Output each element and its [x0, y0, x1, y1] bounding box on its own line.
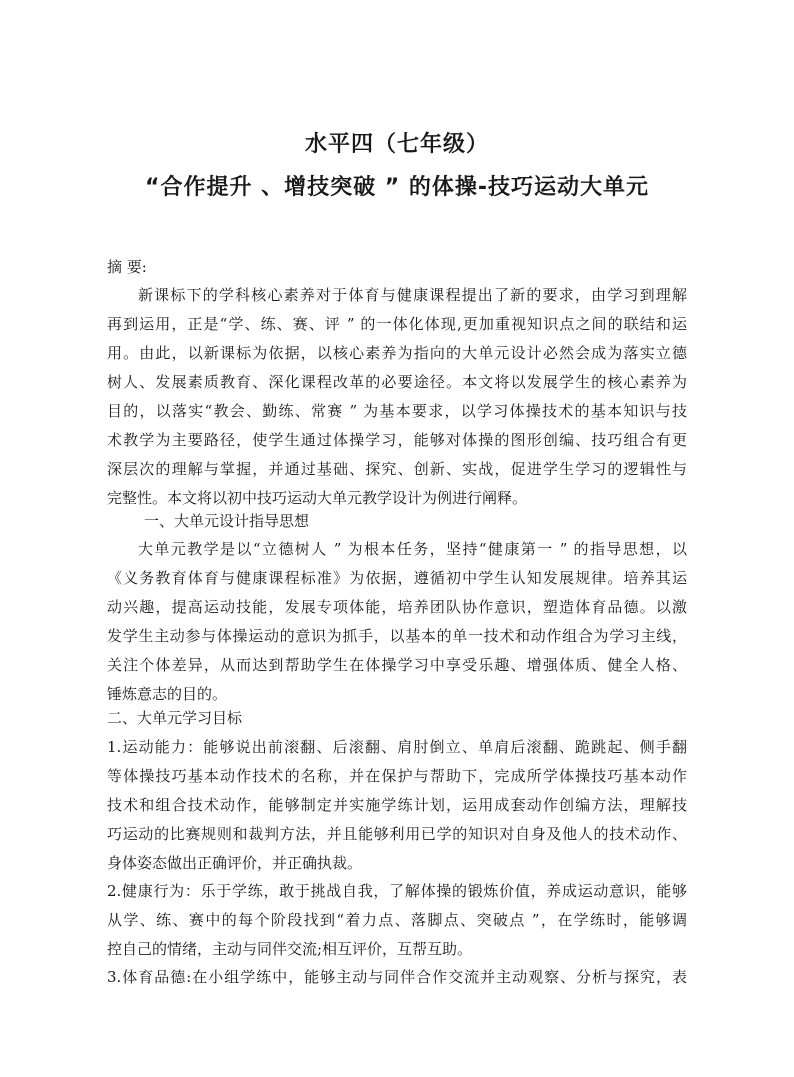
text-line: 树人、发展素质教育、深化课程改革的必要途径。本文将以发展学生的核心素养为	[107, 373, 687, 391]
text-line: 巧运动的比赛规则和裁判方法，并且能够利用已学的知识对自身及他人的技术动作、	[107, 825, 687, 843]
text-line: 目的，以落实“教会、勤练、常赛 ” 为基本要求，以学习体操技术的基本知识与技	[107, 402, 687, 420]
text-line: 发学生主动参与体操运动的意识为抓手，以基本的单一技术和动作组合为学习主线，	[107, 627, 687, 645]
text-line: 等体操技巧基本动作技术的名称，并在保护与帮助下，完成所学体操技巧基本动作	[107, 767, 687, 785]
document-title-line1: 水平四（七年级）	[304, 132, 489, 157]
text-line: 身体姿态做出正确评价，并正确执裁。	[107, 854, 363, 872]
text-line: 锤炼意志的目的。	[107, 685, 228, 703]
text-line: 完整性。本文将以初中技巧运动大单元教学设计为例进行阐释。	[107, 489, 528, 507]
text-line: 3.体育品德:在小组学练中，能够主动与同伴合作交流并主动观察、分析与探究，表	[107, 968, 687, 986]
text-line: 再到运用，正是“学、练、赛、评 ” 的一体化体现,更加重视知识点之间的联结和运	[107, 315, 687, 333]
text-line: 《义务教育体育与健康课程标准》为依据，遵循初中学生认知发展规律。培养其运	[107, 569, 687, 587]
text-line: 技术和组合技术动作，能够制定并实施学练计划，运用成套动作创编方法，理解技	[107, 796, 687, 814]
text-line: 1.运动能力：能够说出前滚翻、后滚翻、肩肘倒立、单肩后滚翻、跪跳起、侧手翻	[107, 738, 687, 756]
text-line: 2.健康行为：乐于学练，敢于挑战自我，了解体操的锻炼价值，养成运动意识，能够	[107, 882, 687, 900]
text-line: 动兴趣，提高运动技能，发展专项体能，培养团队协作意识，塑造体育品德。以激	[107, 598, 687, 616]
section-heading-2: 二、大单元学习目标	[107, 709, 243, 727]
document-title-line2: “合作提升 、增技突破 ” 的体操-技巧运动大单元	[144, 175, 650, 200]
text-line: 术教学为主要路径，使学生通过体操学习，能够对体操的图形创编、技巧组合有更	[107, 431, 687, 449]
text-line: 大单元教学是以“立德树人 ” 为根本任务，坚持“健康第一 ” 的指导思想，以	[138, 540, 687, 558]
text-line: 关注个体差异，从而达到帮助学生在体操学习中享受乐趣、增强体质、健全人格、	[107, 656, 687, 674]
abstract-label: 摘 要:	[107, 258, 147, 276]
text-line: 新课标下的学科核心素养对于体育与健康课程提出了新的要求，由学习到理解	[138, 286, 687, 304]
text-line: 控自己的情绪，主动与同伴交流;相互评价，互帮互助。	[107, 940, 473, 958]
text-line: 用。由此，以新课标为依据，以核心素养为指向的大单元设计必然会成为落实立德	[107, 344, 687, 362]
section-heading-1: 一、大单元设计指导思想	[144, 512, 310, 530]
text-line: 深层次的理解与掌握，并通过基础、探究、创新、实战，促进学生学习的逻辑性与	[107, 460, 687, 478]
text-line: 从学、练、赛中的每个阶段找到“着力点、落脚点、突破点 ”，在学练时，能够调	[107, 911, 687, 929]
